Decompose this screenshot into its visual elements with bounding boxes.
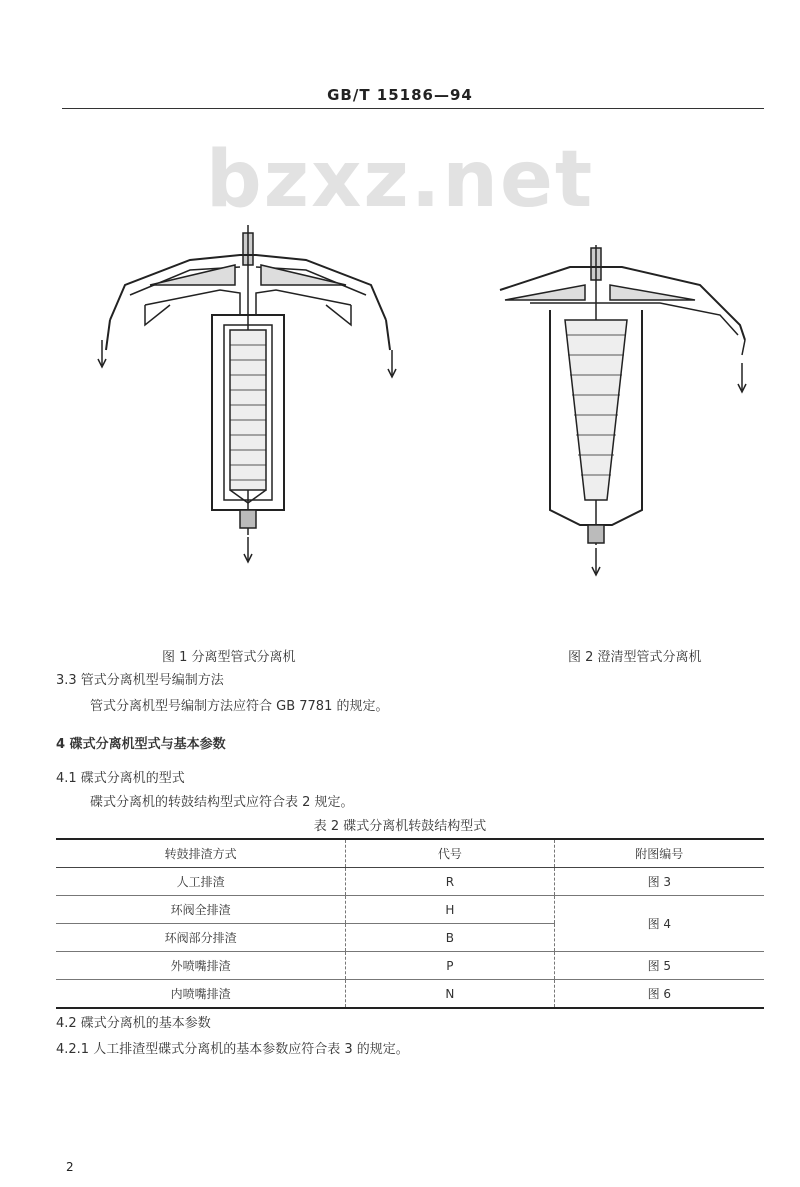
watermark: bzxz.net — [205, 135, 595, 225]
table-row — [56, 952, 764, 980]
figure-2-drawing — [490, 245, 760, 580]
section-4-heading: 4 碟式分离机型式与基本参数 — [56, 737, 226, 752]
table-cell: N — [346, 980, 554, 1009]
column-header: 代号 — [346, 839, 554, 868]
table-cell: 外喷嘴排渣 — [170, 959, 231, 973]
table-cell: 内喷嘴排渣 — [170, 987, 231, 1001]
table-cell: 图 5 — [647, 959, 672, 973]
table-row — [56, 868, 764, 896]
table-cell: 环阀全排渣 — [170, 903, 231, 917]
column-header: 附图编号 — [635, 847, 684, 861]
table-2-caption: 表 2 碟式分离机转鼓结构型式 — [313, 819, 487, 834]
section-4-1-heading: 4.1 碟式分离机的型式 — [56, 771, 185, 786]
header-standard-number: GB/T 15186—94 — [327, 86, 473, 104]
table-2 — [56, 838, 764, 1009]
table-cell: 图 4 — [647, 917, 672, 931]
table-cell: 人工排渣 — [176, 875, 225, 889]
column-header: 转鼓排渣方式 — [164, 847, 237, 861]
table-cell: 环阀部分排渣 — [164, 931, 237, 945]
table-cell: P — [346, 952, 554, 980]
section-4-2-heading: 4.2 碟式分离机的基本参数 — [56, 1016, 211, 1031]
table-header-row — [56, 839, 764, 868]
section-3-3-body: 管式分离机型号编制方法应符合 GB 7781 的规定。 — [90, 699, 389, 714]
table-cell: B — [346, 924, 554, 952]
figure-1-caption: 图 1 分离型管式分离机 — [162, 650, 296, 665]
section-4-1-body: 碟式分离机的转鼓结构型式应符合表 2 规定。 — [90, 795, 354, 810]
page-number: 2 — [66, 1160, 74, 1174]
table-cell: 图 6 — [647, 987, 672, 1001]
section-3-3-heading: 3.3 管式分离机型号编制方法 — [56, 673, 224, 688]
figure-2-caption: 图 2 澄清型管式分离机 — [568, 650, 702, 665]
table-cell: R — [346, 868, 554, 896]
table-row — [56, 896, 764, 924]
figure-1-drawing — [90, 225, 400, 570]
header-rule — [62, 108, 764, 109]
table-cell: 图 3 — [647, 875, 672, 889]
section-4-2-1-body: 4.2.1 人工排渣型碟式分离机的基本参数应符合表 3 的规定。 — [56, 1042, 409, 1057]
table-row — [56, 980, 764, 1009]
table-cell: H — [346, 896, 554, 924]
